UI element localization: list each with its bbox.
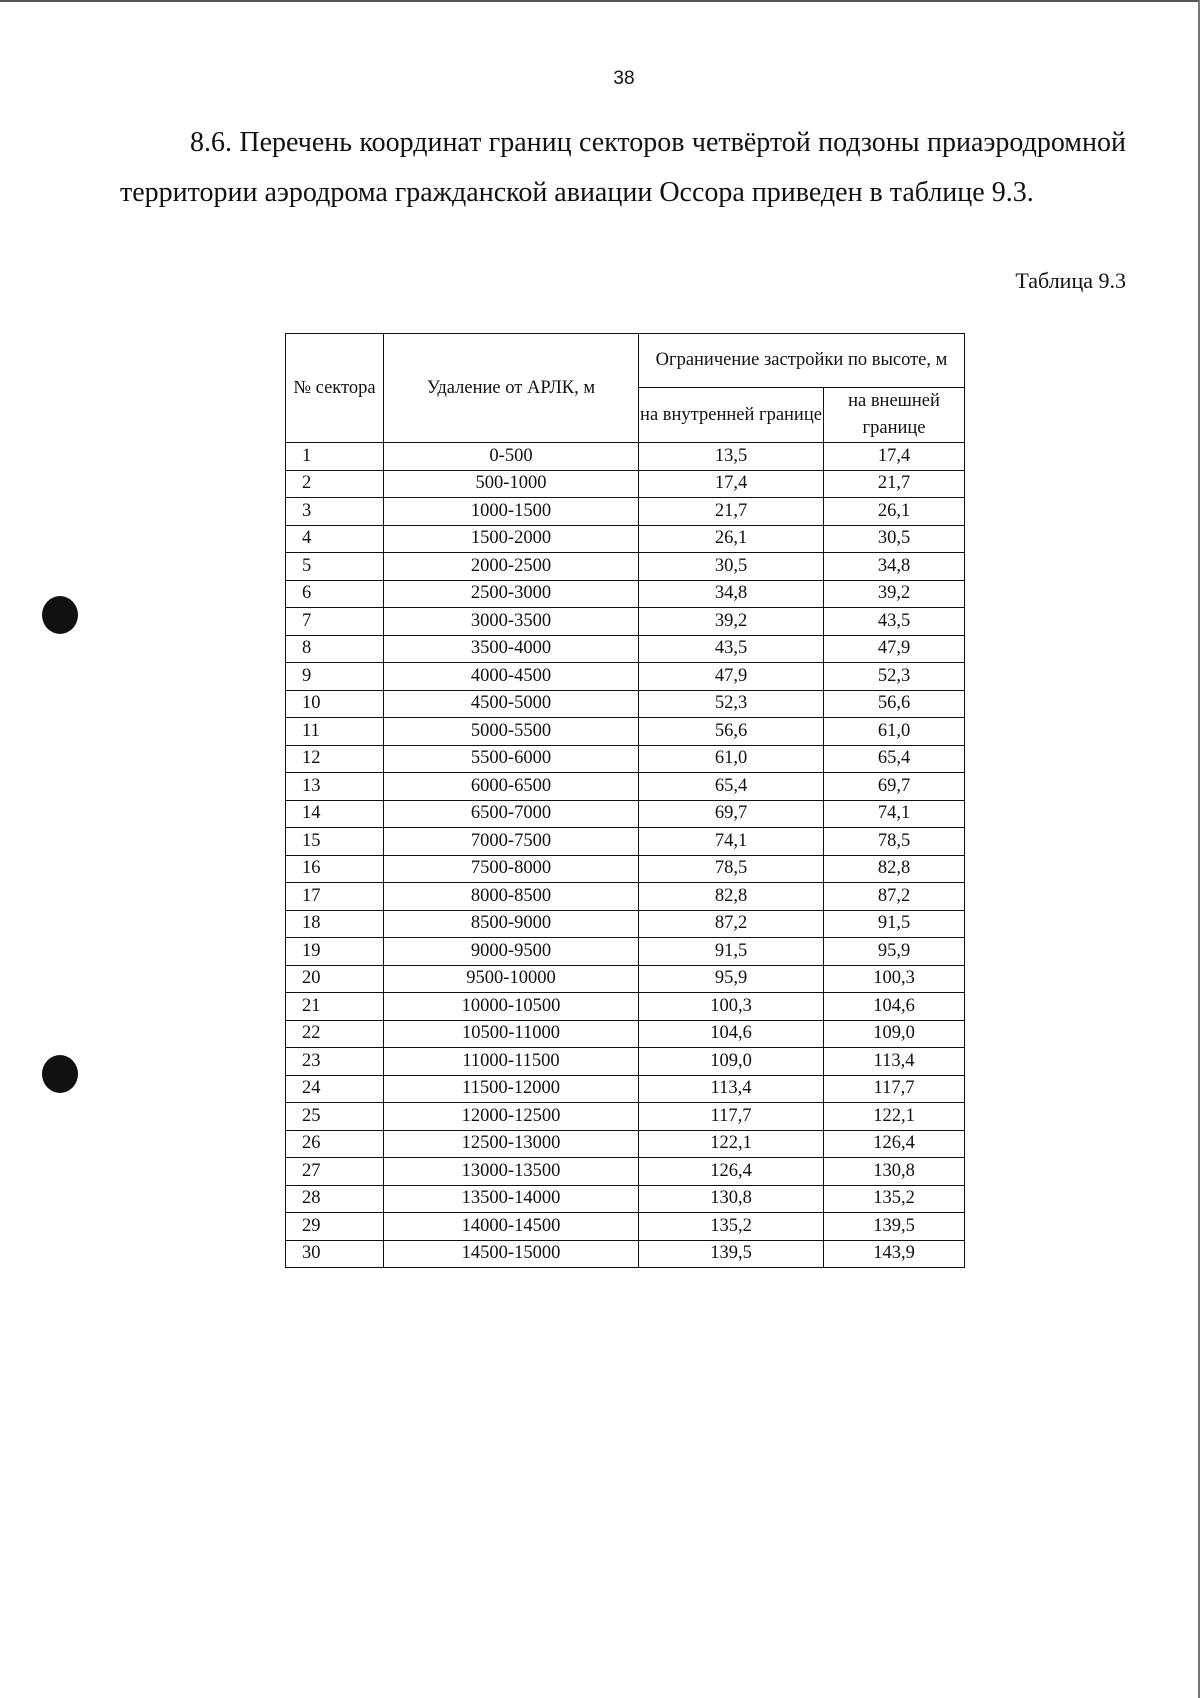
table-cell-distance: 500-1000 xyxy=(384,470,639,498)
table-cell-inner: 126,4 xyxy=(639,1158,824,1186)
table-cell-outer: 122,1 xyxy=(824,1103,965,1131)
table-row xyxy=(286,965,965,993)
table-cell-inner: 91,5 xyxy=(639,938,824,966)
table-cell-distance: 4000-4500 xyxy=(384,663,639,691)
table-cell-outer: 78,5 xyxy=(824,828,965,856)
table-cell-sector: 24 xyxy=(286,1075,384,1103)
table-cell-outer: 56,6 xyxy=(824,690,965,718)
table-cell-sector: 1 xyxy=(286,443,384,471)
table-cell-distance: 3500-4000 xyxy=(384,635,639,663)
table-cell-distance: 12000-12500 xyxy=(384,1103,639,1131)
table-cell-inner: 69,7 xyxy=(639,800,824,828)
table-row xyxy=(286,828,965,856)
table-cell-sector: 13 xyxy=(286,773,384,801)
table-cell-distance: 1500-2000 xyxy=(384,525,639,553)
table-row xyxy=(286,1185,965,1213)
punch-hole-mark xyxy=(42,596,78,634)
table-cell-inner: 117,7 xyxy=(639,1103,824,1131)
table-cell-inner: 139,5 xyxy=(639,1240,824,1268)
table-cell-distance: 11500-12000 xyxy=(384,1075,639,1103)
table-cell-sector: 21 xyxy=(286,993,384,1021)
table-cell-sector: 19 xyxy=(286,938,384,966)
table-cell-outer: 47,9 xyxy=(824,635,965,663)
table-cell-sector: 2 xyxy=(286,470,384,498)
table-row xyxy=(286,525,965,553)
table-cell-outer: 17,4 xyxy=(824,443,965,471)
table-cell-inner: 104,6 xyxy=(639,1020,824,1048)
table-cell-inner: 47,9 xyxy=(639,663,824,691)
table-cell-distance: 2500-3000 xyxy=(384,580,639,608)
table-row xyxy=(286,993,965,1021)
table-cell-sector: 22 xyxy=(286,1020,384,1048)
table-cell-inner: 82,8 xyxy=(639,883,824,911)
table-cell-sector: 26 xyxy=(286,1130,384,1158)
table-cell-inner: 21,7 xyxy=(639,498,824,526)
table-cell-inner: 34,8 xyxy=(639,580,824,608)
scan-edge-top xyxy=(0,0,1200,2)
table-cell-distance: 5500-6000 xyxy=(384,745,639,773)
header-distance: Удаление от АРЛК, м xyxy=(384,334,639,443)
table-row xyxy=(286,1213,965,1241)
table-row xyxy=(286,498,965,526)
table-cell-sector: 4 xyxy=(286,525,384,553)
sector-table xyxy=(285,333,965,1268)
table-cell-inner: 39,2 xyxy=(639,608,824,636)
table-cell-distance: 7000-7500 xyxy=(384,828,639,856)
table-cell-outer: 139,5 xyxy=(824,1213,965,1241)
table-cell-distance: 8500-9000 xyxy=(384,910,639,938)
table-cell-sector: 12 xyxy=(286,745,384,773)
table-row xyxy=(286,580,965,608)
table-cell-distance: 4500-5000 xyxy=(384,690,639,718)
table-cell-outer: 21,7 xyxy=(824,470,965,498)
table-cell-outer: 135,2 xyxy=(824,1185,965,1213)
table-cell-distance: 0-500 xyxy=(384,443,639,471)
table-row xyxy=(286,663,965,691)
table-cell-outer: 30,5 xyxy=(824,525,965,553)
table-cell-inner: 61,0 xyxy=(639,745,824,773)
table-cell-sector: 17 xyxy=(286,883,384,911)
table-row xyxy=(286,773,965,801)
table-cell-inner: 13,5 xyxy=(639,443,824,471)
table-body xyxy=(286,443,965,1268)
table-row xyxy=(286,745,965,773)
header-inner: на внутренней границе xyxy=(639,388,824,443)
table-cell-inner: 52,3 xyxy=(639,690,824,718)
table-row xyxy=(286,855,965,883)
table-caption: Таблица 9.3 xyxy=(1015,268,1126,293)
table-cell-outer: 61,0 xyxy=(824,718,965,746)
table-cell-distance: 10500-11000 xyxy=(384,1020,639,1048)
table-cell-outer: 143,9 xyxy=(824,1240,965,1268)
table-cell-sector: 16 xyxy=(286,855,384,883)
table-cell-sector: 18 xyxy=(286,910,384,938)
table-cell-sector: 27 xyxy=(286,1158,384,1186)
table-cell-inner: 26,1 xyxy=(639,525,824,553)
table-cell-sector: 5 xyxy=(286,553,384,581)
table-cell-distance: 13000-13500 xyxy=(384,1158,639,1186)
table-cell-inner: 78,5 xyxy=(639,855,824,883)
table-cell-distance: 14000-14500 xyxy=(384,1213,639,1241)
table-row xyxy=(286,635,965,663)
table-cell-outer: 43,5 xyxy=(824,608,965,636)
table-cell-outer: 104,6 xyxy=(824,993,965,1021)
table-cell-outer: 52,3 xyxy=(824,663,965,691)
table-cell-inner: 30,5 xyxy=(639,553,824,581)
table-cell-inner: 100,3 xyxy=(639,993,824,1021)
table-cell-sector: 14 xyxy=(286,800,384,828)
table-cell-outer: 34,8 xyxy=(824,553,965,581)
table-cell-outer: 26,1 xyxy=(824,498,965,526)
table-row xyxy=(286,1075,965,1103)
table-cell-outer: 65,4 xyxy=(824,745,965,773)
table-cell-sector: 29 xyxy=(286,1213,384,1241)
table-cell-inner: 113,4 xyxy=(639,1075,824,1103)
table-cell-sector: 15 xyxy=(286,828,384,856)
table-row xyxy=(286,553,965,581)
table-cell-distance: 2000-2500 xyxy=(384,553,639,581)
table-cell-inner: 135,2 xyxy=(639,1213,824,1241)
table-cell-distance: 14500-15000 xyxy=(384,1240,639,1268)
body-paragraph: 8.6. Перечень координат границ секторов четвёртой подзоны приаэродромной территории аэродрома гражданской авиации Оссора приведен в таблице 9.3. xyxy=(120,127,1126,208)
table-cell-inner: 65,4 xyxy=(639,773,824,801)
table-cell-inner: 56,6 xyxy=(639,718,824,746)
table-cell-outer: 39,2 xyxy=(824,580,965,608)
table-row xyxy=(286,470,965,498)
table-row xyxy=(286,690,965,718)
table-row xyxy=(286,1020,965,1048)
table-cell-sector: 20 xyxy=(286,965,384,993)
table-cell-distance: 9500-10000 xyxy=(384,965,639,993)
table-cell-inner: 95,9 xyxy=(639,965,824,993)
table-container xyxy=(285,333,965,1268)
table-cell-distance: 1000-1500 xyxy=(384,498,639,526)
table-cell-outer: 109,0 xyxy=(824,1020,965,1048)
header-sector: № сектора xyxy=(286,334,384,443)
table-cell-sector: 10 xyxy=(286,690,384,718)
table-cell-outer: 113,4 xyxy=(824,1048,965,1076)
table-cell-sector: 3 xyxy=(286,498,384,526)
table-cell-inner: 122,1 xyxy=(639,1130,824,1158)
table-cell-inner: 87,2 xyxy=(639,910,824,938)
table-cell-distance: 13500-14000 xyxy=(384,1185,639,1213)
table-cell-sector: 23 xyxy=(286,1048,384,1076)
table-cell-outer: 69,7 xyxy=(824,773,965,801)
table-cell-sector: 7 xyxy=(286,608,384,636)
table-cell-inner: 109,0 xyxy=(639,1048,824,1076)
table-row xyxy=(286,1048,965,1076)
table-row xyxy=(286,1240,965,1268)
table-cell-outer: 100,3 xyxy=(824,965,965,993)
table-cell-sector: 9 xyxy=(286,663,384,691)
table-cell-inner: 130,8 xyxy=(639,1185,824,1213)
table-row xyxy=(286,1103,965,1131)
table-row xyxy=(286,443,965,471)
table-cell-distance: 5000-5500 xyxy=(384,718,639,746)
table-cell-sector: 30 xyxy=(286,1240,384,1268)
table-cell-distance: 9000-9500 xyxy=(384,938,639,966)
table-cell-sector: 28 xyxy=(286,1185,384,1213)
table-cell-distance: 8000-8500 xyxy=(384,883,639,911)
table-cell-distance: 6000-6500 xyxy=(384,773,639,801)
table-header-row xyxy=(286,334,965,388)
table-cell-outer: 117,7 xyxy=(824,1075,965,1103)
table-cell-distance: 11000-11500 xyxy=(384,1048,639,1076)
table-cell-outer: 87,2 xyxy=(824,883,965,911)
table-row xyxy=(286,1130,965,1158)
table-row xyxy=(286,800,965,828)
table-cell-distance: 3000-3500 xyxy=(384,608,639,636)
table-cell-outer: 91,5 xyxy=(824,910,965,938)
table-cell-inner: 74,1 xyxy=(639,828,824,856)
page-number: 38 xyxy=(613,68,635,89)
table-cell-outer: 74,1 xyxy=(824,800,965,828)
header-outer: на внешней границе xyxy=(824,388,965,443)
table-cell-distance: 10000-10500 xyxy=(384,993,639,1021)
table-cell-outer: 126,4 xyxy=(824,1130,965,1158)
table-row xyxy=(286,883,965,911)
table-cell-sector: 25 xyxy=(286,1103,384,1131)
table-row xyxy=(286,938,965,966)
table-cell-distance: 6500-7000 xyxy=(384,800,639,828)
table-cell-inner: 43,5 xyxy=(639,635,824,663)
table-cell-outer: 130,8 xyxy=(824,1158,965,1186)
table-row xyxy=(286,608,965,636)
table-row xyxy=(286,718,965,746)
punch-hole-mark xyxy=(42,1055,78,1093)
table-cell-distance: 12500-13000 xyxy=(384,1130,639,1158)
table-cell-distance: 7500-8000 xyxy=(384,855,639,883)
table-row xyxy=(286,1158,965,1186)
table-row xyxy=(286,910,965,938)
table-cell-sector: 8 xyxy=(286,635,384,663)
header-restriction: Ограничение застройки по высоте, м xyxy=(639,334,965,388)
table-cell-sector: 11 xyxy=(286,718,384,746)
table-cell-outer: 95,9 xyxy=(824,938,965,966)
table-cell-outer: 82,8 xyxy=(824,855,965,883)
table-cell-sector: 6 xyxy=(286,580,384,608)
table-cell-inner: 17,4 xyxy=(639,470,824,498)
